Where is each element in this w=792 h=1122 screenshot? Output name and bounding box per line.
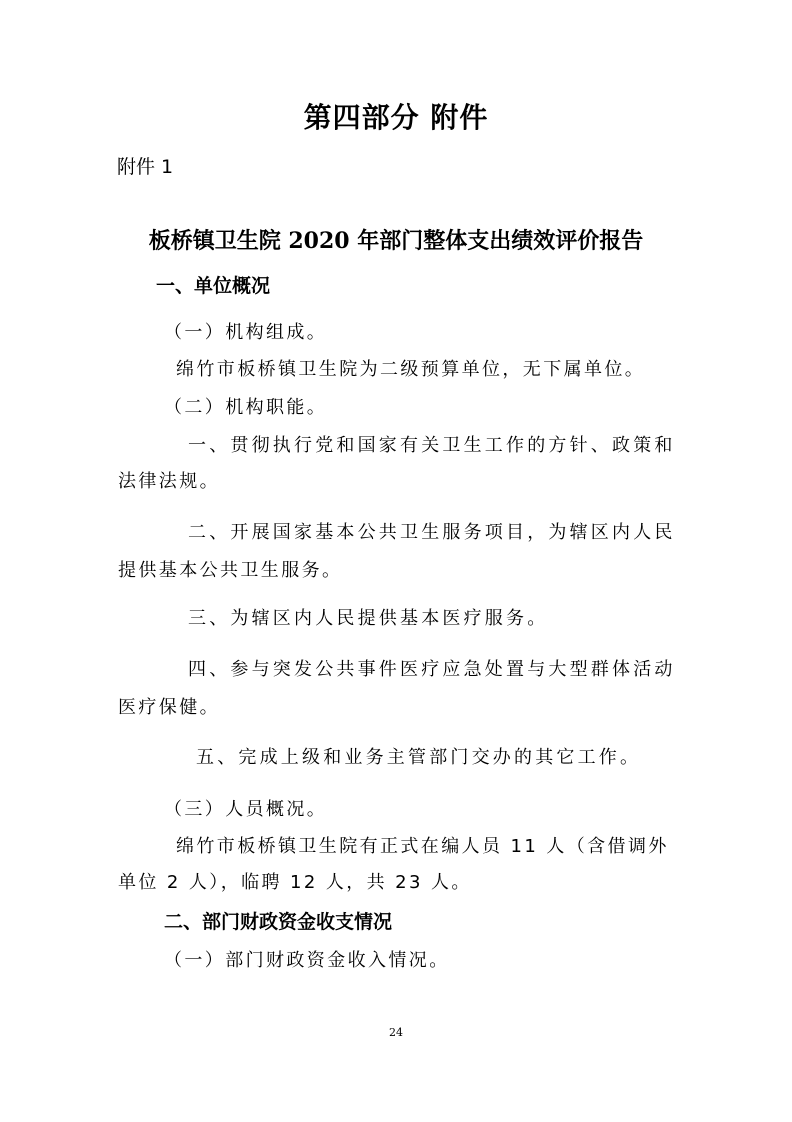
org-structure-text: 绵竹市板桥镇卫生院为二级预算单位，无下属单位。 (176, 359, 646, 380)
duty-1-line-1: 一、贯彻执行党和国家有关卫生工作的方针、政策和 (188, 435, 676, 456)
section-1-heading: 一、单位概况 (156, 275, 271, 297)
duty-4-line-1: 四、参与突发公共事件医疗应急处置与大型群体活动 (188, 659, 676, 680)
duty-3: 三、为辖区内人民提供基本医疗服务。 (188, 608, 549, 629)
staff-line-1: 绵竹市板桥镇卫生院有正式在编人员 11 人（含借调外 (176, 836, 669, 857)
part-title: 第四部分 附件 (303, 101, 489, 134)
duty-5: 五、完成上级和业务主管部门交办的其它工作。 (196, 747, 642, 768)
section-2-heading: 二、部门财政资金收支情况 (164, 911, 393, 933)
duty-2-line-1: 二、开展国家基本公共卫生服务项目，为辖区内人民 (188, 522, 676, 543)
subsection-1-3: （三）人员概况。 (164, 799, 328, 820)
subsection-1-2: （二）机构职能。 (164, 397, 328, 418)
attachment-label: 附件 1 (117, 156, 174, 178)
subsection-1-1: （一）机构组成。 (164, 322, 328, 343)
subsection-2-1: （一）部门财政资金收入情况。 (164, 950, 450, 971)
duty-1-line-2: 法律法规。 (118, 471, 220, 492)
report-title: 板桥镇卫生院 2020 年部门整体支出绩效评价报告 (148, 228, 644, 254)
staff-line-2: 单位 2 人），临聘 12 人，共 23 人。 (118, 872, 472, 893)
page-number: 24 (389, 1026, 403, 1039)
duty-2-line-2: 提供基本公共卫生服务。 (118, 560, 343, 581)
duty-4-line-2: 医疗保健。 (118, 697, 220, 718)
